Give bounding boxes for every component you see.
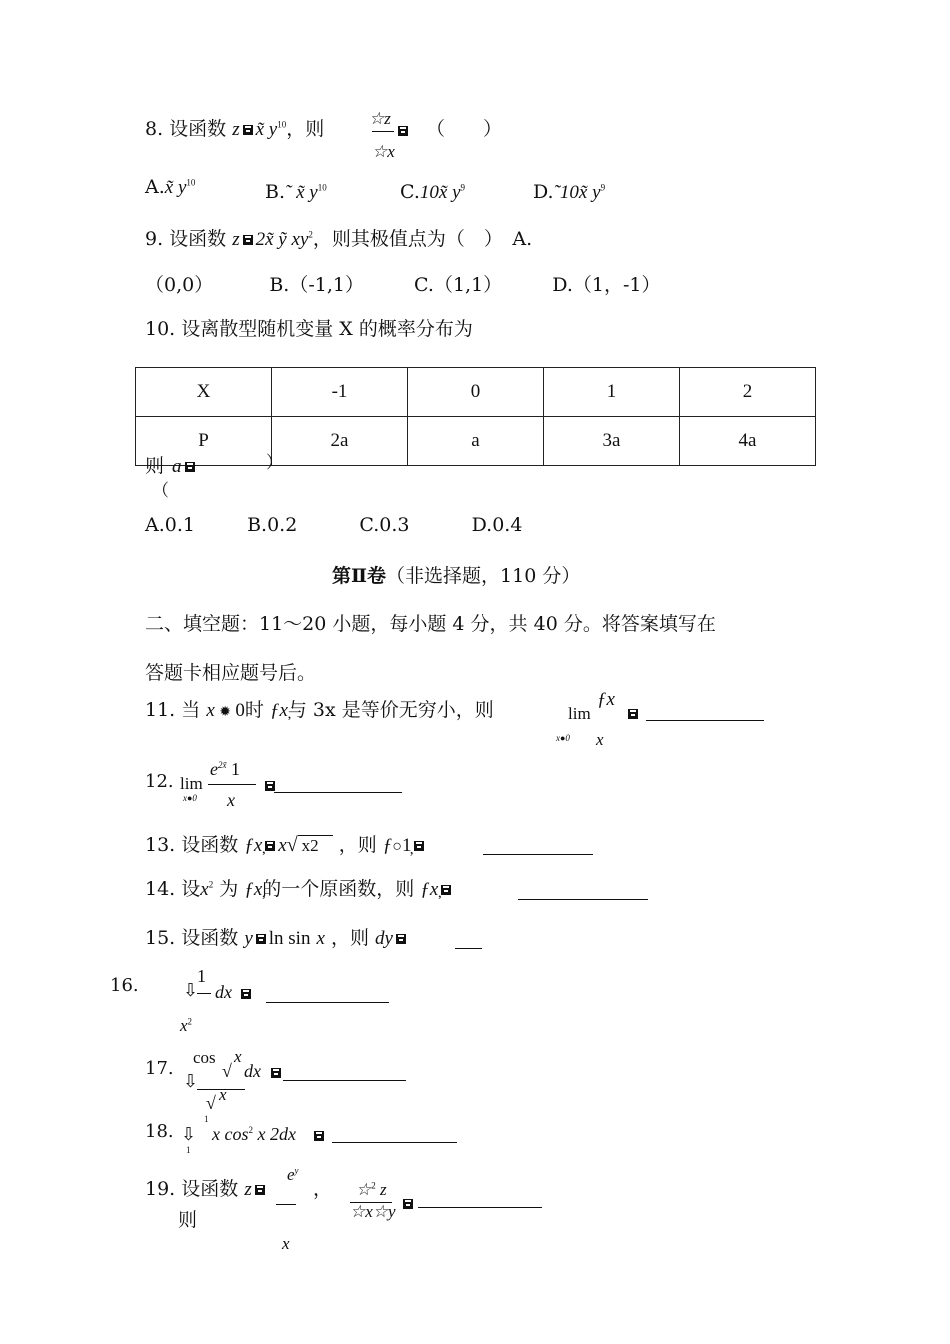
table-row [136, 368, 816, 417]
q18-lower: 1 [186, 1145, 191, 1155]
q8-stem: 8. 设函数 [145, 118, 227, 140]
q19-answer-blank[interactable] [418, 1205, 542, 1208]
q18-x: x [257, 1124, 266, 1144]
q9-stem: 9. 设函数 [145, 228, 227, 250]
q17-label: 17. [145, 1058, 174, 1079]
q16-den [180, 1017, 192, 1034]
q9-expr: 2x̃ ỹ x [255, 229, 300, 250]
section-instr-1: 二、填空题：11～20 小题，每小题 4 分，共 40 分。将答案填写在 [145, 613, 716, 635]
q10-paren-close: ） [266, 453, 283, 473]
q13-pre: 13. 设函数 [145, 834, 239, 856]
q19-pre: 19. 设函数 [145, 1178, 239, 1200]
optC-label: C. [400, 181, 420, 203]
q10-stem: 10. 设离散型随机变量 X 的概率分布为 [145, 318, 473, 340]
q15-lnsin: ln sin [268, 928, 311, 949]
q8-frac-num: ☆z [369, 109, 391, 128]
table-cell: X [136, 368, 272, 417]
table-row [136, 417, 816, 466]
q14-x: x [200, 879, 209, 900]
q8-optA [145, 178, 195, 197]
q8-exp: 10 [277, 119, 287, 130]
q11-frac-num: ƒx [597, 689, 615, 710]
q9-tail: ，则其极值点为（ ） A. [312, 228, 533, 250]
q10-optC: C.0.3 [359, 514, 410, 536]
table-cell: 2a [272, 417, 408, 466]
q18-body [212, 1125, 296, 1143]
q13-arg: 1̦ [401, 835, 412, 856]
q9-optB: B.（-1,1） [269, 274, 364, 296]
q11-line: 11. 当 x ✹ 0时 ƒx̦与 3x 是等价无穷小，则 [145, 699, 494, 721]
q12-answer-blank[interactable] [274, 790, 402, 793]
section-title-rest: （非选择题，110 分） [386, 565, 581, 587]
equals-glyph [265, 781, 275, 791]
optA-exp: 10 [186, 177, 196, 188]
q10-optA: A.0.1 [145, 514, 195, 536]
q16-eq [238, 985, 254, 1001]
q15-answer-blank[interactable] [455, 946, 482, 949]
q11-answer-blank[interactable] [646, 718, 764, 721]
equals-glyph [185, 462, 195, 472]
q19-then: 则 [178, 1209, 198, 1231]
table-cell: 3a [544, 417, 680, 466]
table-cell: 4a [680, 417, 816, 466]
q17-cos: cos [193, 1048, 216, 1067]
q9-y: y [299, 229, 309, 250]
optA-label: A. [145, 176, 165, 198]
q11-eq [625, 705, 641, 721]
distribution-table [135, 367, 816, 466]
equals-glyph [398, 126, 408, 136]
q11-mid2: 与 3x 是等价无穷小，则 [287, 699, 494, 721]
q11-frac-den: x [596, 730, 604, 749]
q12-label: 12. [145, 771, 174, 792]
q16-den-x: x [180, 1016, 188, 1035]
integral-icon: ⇩ [181, 1124, 197, 1145]
q9-optA: （0,0） [145, 274, 214, 296]
q10-optB: B.0.2 [247, 514, 298, 536]
optA-expr: x̃ y [164, 177, 187, 198]
q16-label: 16. [110, 975, 139, 996]
table-cell: P [136, 417, 272, 466]
q16-answer-blank[interactable] [266, 1000, 389, 1003]
q17-xtop: x [234, 1047, 242, 1066]
q12-exp: 2x̃ [218, 760, 227, 770]
q9-options [145, 276, 660, 295]
q9-optC: C.（1,1） [414, 274, 503, 296]
q13-fx: ƒx̦ [244, 835, 263, 856]
q11-lim-sub: x●0 [556, 733, 570, 743]
q11-zero: 0 [235, 700, 245, 721]
equals-glyph [256, 934, 266, 944]
q19-bar [276, 1204, 296, 1205]
q9-stem-line [145, 230, 532, 249]
q13-x: x [278, 835, 287, 856]
q15-pre: 15. 设函数 [145, 927, 239, 949]
q12-frac-bar [208, 784, 256, 785]
q12-num [210, 760, 240, 778]
q19-z: z [244, 1179, 252, 1200]
q10-optD: D.0.4 [471, 514, 523, 536]
q10-then-text: 则 [145, 455, 165, 477]
q18-eq [311, 1127, 327, 1143]
q19-frac-num [356, 1181, 387, 1198]
q10-then [145, 457, 198, 476]
q8-z: z [232, 119, 240, 140]
q16-bar [197, 993, 211, 994]
q14-mid: 为 [219, 878, 239, 900]
optD-exp: 9 [600, 182, 606, 193]
q18-answer-blank[interactable] [332, 1140, 457, 1143]
q11-lim: lim [568, 704, 591, 723]
q14-fx2: ƒx̦ [420, 879, 439, 900]
q11-pre: 11. 当 [145, 699, 201, 721]
table-cell: -1 [272, 368, 408, 417]
q12-lim: lim [180, 774, 203, 793]
q13-line: 13. 设函数 ƒx̦ x√ x2 ，则 ƒ○1̦ [145, 835, 427, 855]
q14-line [145, 880, 454, 899]
q19-num [287, 1166, 299, 1183]
optB-expr: ˜ x̃ y [285, 182, 318, 203]
q18-upper: 1 [204, 1114, 209, 1124]
q10-var-a: a [172, 456, 182, 477]
q12-e: e [210, 759, 218, 779]
table-cell: 0 [408, 368, 544, 417]
q14-answer-blank[interactable] [518, 897, 648, 900]
q19-partial-exp: 2 [371, 1180, 376, 1191]
q18-label: 18. [145, 1121, 174, 1142]
q13-answer-blank[interactable] [483, 852, 593, 855]
q15-dy: dy [375, 928, 393, 949]
equals-glyph [271, 1068, 281, 1078]
optB-exp: 10 [317, 182, 327, 193]
q15-mid: ，则 [330, 927, 369, 949]
q12-one: 1 [231, 759, 240, 779]
q8-expr: x̃ y [255, 119, 278, 140]
q8-frac-den: ☆x [372, 142, 395, 161]
q15-x: x [316, 928, 325, 949]
q13-radicand: x2 [298, 835, 333, 855]
q14-mid2: 的一个原函数，则 [262, 878, 415, 900]
q13-mid: ，则 [338, 834, 377, 856]
section-title-bold: 第Ⅱ卷 [332, 565, 387, 587]
equals-glyph [243, 235, 253, 245]
q8-optB [265, 183, 327, 202]
q8-then: ，则 [286, 118, 325, 140]
optD-expr: ˜10x̃ y [553, 182, 601, 203]
q14-fx: ƒx̦ [244, 879, 263, 900]
section-instr-2: 答题卡相应题号后。 [145, 662, 317, 684]
q16-num: 1 [197, 966, 206, 986]
sqrt-icon: √ [206, 1093, 216, 1113]
equals-glyph [241, 989, 251, 999]
table-cell: 2 [680, 368, 816, 417]
q19-eq [400, 1195, 416, 1211]
q11-x: x [206, 700, 215, 721]
equals-glyph [314, 1131, 324, 1141]
q9-optD: D.（1，-1） [552, 274, 661, 296]
q11-mid: 时 [244, 699, 264, 721]
equals-glyph [255, 1185, 265, 1195]
q18-xcos: x cos [212, 1124, 249, 1144]
q19-comma: ， [313, 1178, 333, 1200]
equals-glyph [265, 841, 275, 851]
q8-eq-glyph [395, 122, 411, 138]
equals-glyph [441, 885, 451, 895]
q19-line [145, 1180, 268, 1199]
q8-frac-bar [372, 131, 394, 132]
equals-glyph [403, 1199, 413, 1209]
q8-optC [400, 183, 465, 202]
q8-paren: （ ） [426, 118, 503, 140]
sqrt-icon: √ [222, 1061, 232, 1081]
optC-exp: 9 [460, 182, 466, 193]
q19-exp: y [294, 1165, 299, 1176]
q8-stem-line [145, 120, 324, 139]
q19-frac-den: ☆x☆y [350, 1202, 396, 1221]
optC-expr: 10x̃ y [419, 182, 461, 203]
q10-options [145, 516, 522, 535]
q9-exp: 2 [308, 229, 313, 240]
q14-exp: 2 [208, 879, 214, 890]
q19-e: e [287, 1165, 295, 1184]
q8-optD [533, 183, 605, 202]
q19-partial: ☆ [356, 1180, 372, 1199]
equals-glyph [628, 709, 638, 719]
q11-fx: ƒx̦ [269, 700, 288, 721]
q19-partial-z: z [380, 1180, 387, 1199]
q17-answer-blank[interactable] [283, 1078, 406, 1081]
q13-f: ƒ [382, 835, 393, 856]
q17-den: x [219, 1085, 227, 1104]
q16-den-exp: 2 [187, 1016, 193, 1027]
q17-dx: dx [244, 1061, 261, 1081]
table-cell: a [408, 417, 544, 466]
q17-eq [268, 1064, 284, 1080]
q19-den: x [282, 1234, 290, 1253]
integral-icon: ⇩ [183, 1071, 199, 1092]
q12-den: x [227, 790, 235, 810]
q9-z: z [232, 229, 240, 250]
equals-glyph [414, 841, 424, 851]
optD-label: D. [533, 181, 554, 203]
equals-glyph [243, 125, 253, 135]
integral-icon: ⇩ [183, 980, 199, 1001]
q12-lim-sub: x●0 [183, 793, 197, 803]
q14-pre: 14. 设 [145, 878, 201, 900]
equals-glyph [396, 934, 406, 944]
optB-label: B. [265, 181, 286, 203]
q15-line [145, 929, 409, 948]
q18-exp: 2 [248, 1125, 253, 1135]
q16-dx: dx [215, 982, 232, 1002]
section-title [332, 567, 580, 586]
q18-2dx: 2dx [269, 1124, 296, 1144]
table-cell: 1 [544, 368, 680, 417]
q15-y: y [244, 928, 253, 949]
q10-paren-open: （ [152, 481, 169, 501]
